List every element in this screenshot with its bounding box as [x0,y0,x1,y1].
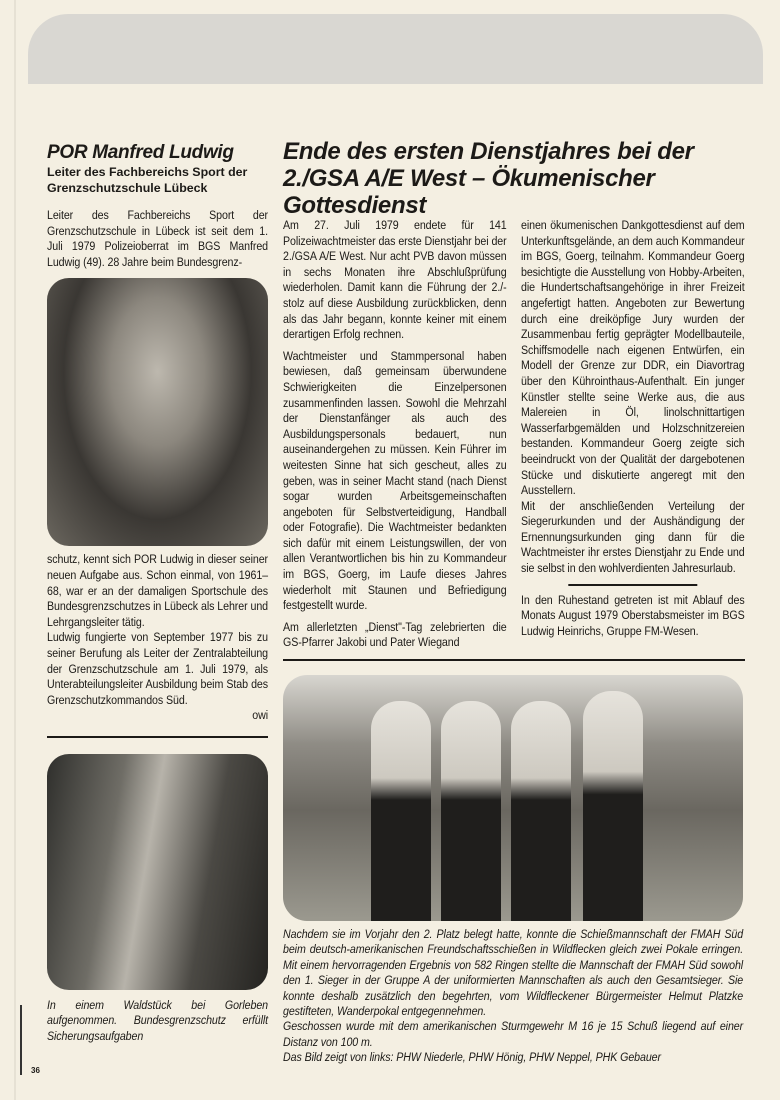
article-column-1 [283,218,507,651]
page-number: 36 [31,1066,40,1075]
caption-paragraph: Geschossen wurde mit dem amerikanischen Sturmgewehr M 16 je 15 Schuß liegend auf einer Distanz von 100 m. [283,1019,744,1049]
caption-paragraph: Das Bild zeigt von links: PHW Niederle, PHW Hönig, PHW Neppel, PHK Gebauer [283,1050,661,1065]
team-photo-caption [283,927,745,1066]
margin-bar [20,1005,22,1075]
author-initials: owi [252,708,269,723]
divider [283,659,745,661]
forest-caption-wrap [47,998,268,1044]
article-paragraph: Am 27. Juli 1979 endete für 141 Polizeiwachtmeister das erste Dienstjahr bei der 2./GSA A/E West. Nur acht PVB davon müssen in sechs Monaten ihre Abschlußprüfung wiederholen. Damit kann die Führung der 2./- stolz auf diese Ausbildung zurückblicken, denn als das Jahr begann, konnte keiner mit einem derartigen Erfolg rechnen. [283,218,507,342]
team-photo [283,675,743,921]
sidebar-article [47,141,268,1044]
sidebar-intro [47,208,268,270]
person-figure [441,701,501,921]
header-band [28,14,763,84]
divider [47,736,268,738]
person-figure [371,701,431,921]
article-paragraph: einen ökumenischen Dankgottesdienst auf dem Unterkunftsgelände, an dem auch Kommandeur im BGS, Goerg, teilnahm. Kommandeur Goerg besichtigte die Ausstellung von Hobby-Arbeiten, die Hundertschaftsangehörige in ihrer Freizeit angefertigt hatten. Angeboten zur Bewertung durch eine dreiköpfige Jury wurden der Zusammenbau fertig geprägter Modellbauteile, Schiffsmodelle nach eigenen Entwürfen, ein Modell der Grenze zur DDR, ein Diavortrag über den Kührointhaus-Aufenthalt. Ein junger Künstler stellte seine Werke aus, die aus Malereien in Öl, linolschnittartigen Wasserfarbgemälden und Holzschnitzereien bestanden. Kommandeur Goerg zeigte sich beeindruckt von der Qualität der dargebotenen Stücke und diskutierte angeregt mit den Ausstellern. [521,218,745,498]
article-paragraph: Mit der anschließenden Verteilung der Siegerurkunden und der Aushändigung der Ernennungsurkunden ging dann für die Wachtmeister ihr erstes Dienstjahr zu Ende und sie selbst in den wohlverdienten Jahresurlaub. [521,498,745,576]
portrait-photo [47,278,268,546]
sidebar-paragraph: Leiter des Fachbereichs Sport der Grenzschutzschule in Lübeck ist seit dem 1. Juli 1979 Polizeioberrat im BGS Manfred Ludwig (49). 28 Jahre beim Bundesgrenz- [47,208,269,269]
article-headline: Ende des ersten Dienstjahres bei der 2./GSA A/E West – Ökumenischer Gottesdienst [283,138,694,219]
sidebar-paragraph: schutz, kennt sich POR Ludwig in dieser seiner neuen Aufgabe aus. Schon einmal, von 1961–68, war er an der damaligen Sportschule des Bundesgrenzschutzes in Lübeck als Lehrer und Lehrgangsleiter tätig. [47,552,269,629]
sidebar-paragraph: Ludwig fungierte von September 1977 bis zu seiner Berufung als Leiter der Zentralabteilung der Grenzschutzschule am 1. Juli 1979, als Unterabteilungsleiter Ausbildung beim Stab des Grenzschutzkommandos Süd. [47,630,269,707]
divider [568,584,697,586]
page-edge [14,0,16,1100]
sidebar-title: POR Manfred Ludwig [47,142,234,163]
article-column-2 [521,218,745,651]
person-figure [511,701,571,921]
article-paragraph: Am allerletzten „Dienst"-Tag zelebrierten die GS-Pfarrer Jakobi und Pater Wiegand [283,619,507,650]
retirement-note: In den Ruhestand getreten ist mit Ablauf des Monats August 1979 Oberstabsmeister im BGS Ludwig Heinrichs, Gruppe FM-Wesen. [521,592,745,638]
forest-photo [47,754,268,990]
forest-caption: In einem Waldstück bei Gorleben aufgenommen. Bundesgrenzschutz erfüllt Sicherungsaufgaben [47,997,269,1043]
sidebar-body [47,552,268,724]
sidebar-subtitle: Leiter des Fachbereichs Sport der Grenzschutzschule Lübeck [47,165,248,195]
caption-paragraph: Nachdem sie im Vorjahr den 2. Platz belegt hatte, konnte die Schießmannschaft der FMAH Süd beim deutsch-amerikanischen Freundschaftsschießen in Wildflecken gleich zwei Pokale erringen. Mit einem hervorragenden Ergebnis von 582 Ringen stellte die Mannschaft der FMAH Süd sowohl den 1. Sieger in der Gruppe A der uniformierten Mannschaften als auch den Gesamtsieger. Sie konnte deshalb zusätzlich den begehrten, vom Wildfleckener Bürgermeister Helmut Platzke gestifteten, Wanderpokal entgegennehmen. [283,927,744,1019]
article-paragraph: Wachtmeister und Stammpersonal haben bewiesen, daß gemeinsam überwundene Schwierigkeiten die Einzelpersonen zusammenfinden lassen. Sowohl die Mehrzahl der Dienstanfänger als auch des Ausbildungspersonals bedauert, nun auseinandergehen zu müssen. Kein Führer im weitesten Sinne hat sich gescheut, alles zu geben, was in seiner Macht stand (nach Dienst sogar wurden Arbeitsgemeinschaften angeboten für Selbstverteidigung, Handball oder Fotografie). Die Wachtmeister bedankten sich dafür mit einem Leistungswillen, der von allen Verantwortlichen bis hin zu Kommandeur im BGS, Goerg, im Laufe dieses Jahres wiederholt mit Staunen und Befriedigung festgestellt wurde. [283,348,507,613]
person-figure [583,691,643,921]
main-article [283,218,745,1066]
